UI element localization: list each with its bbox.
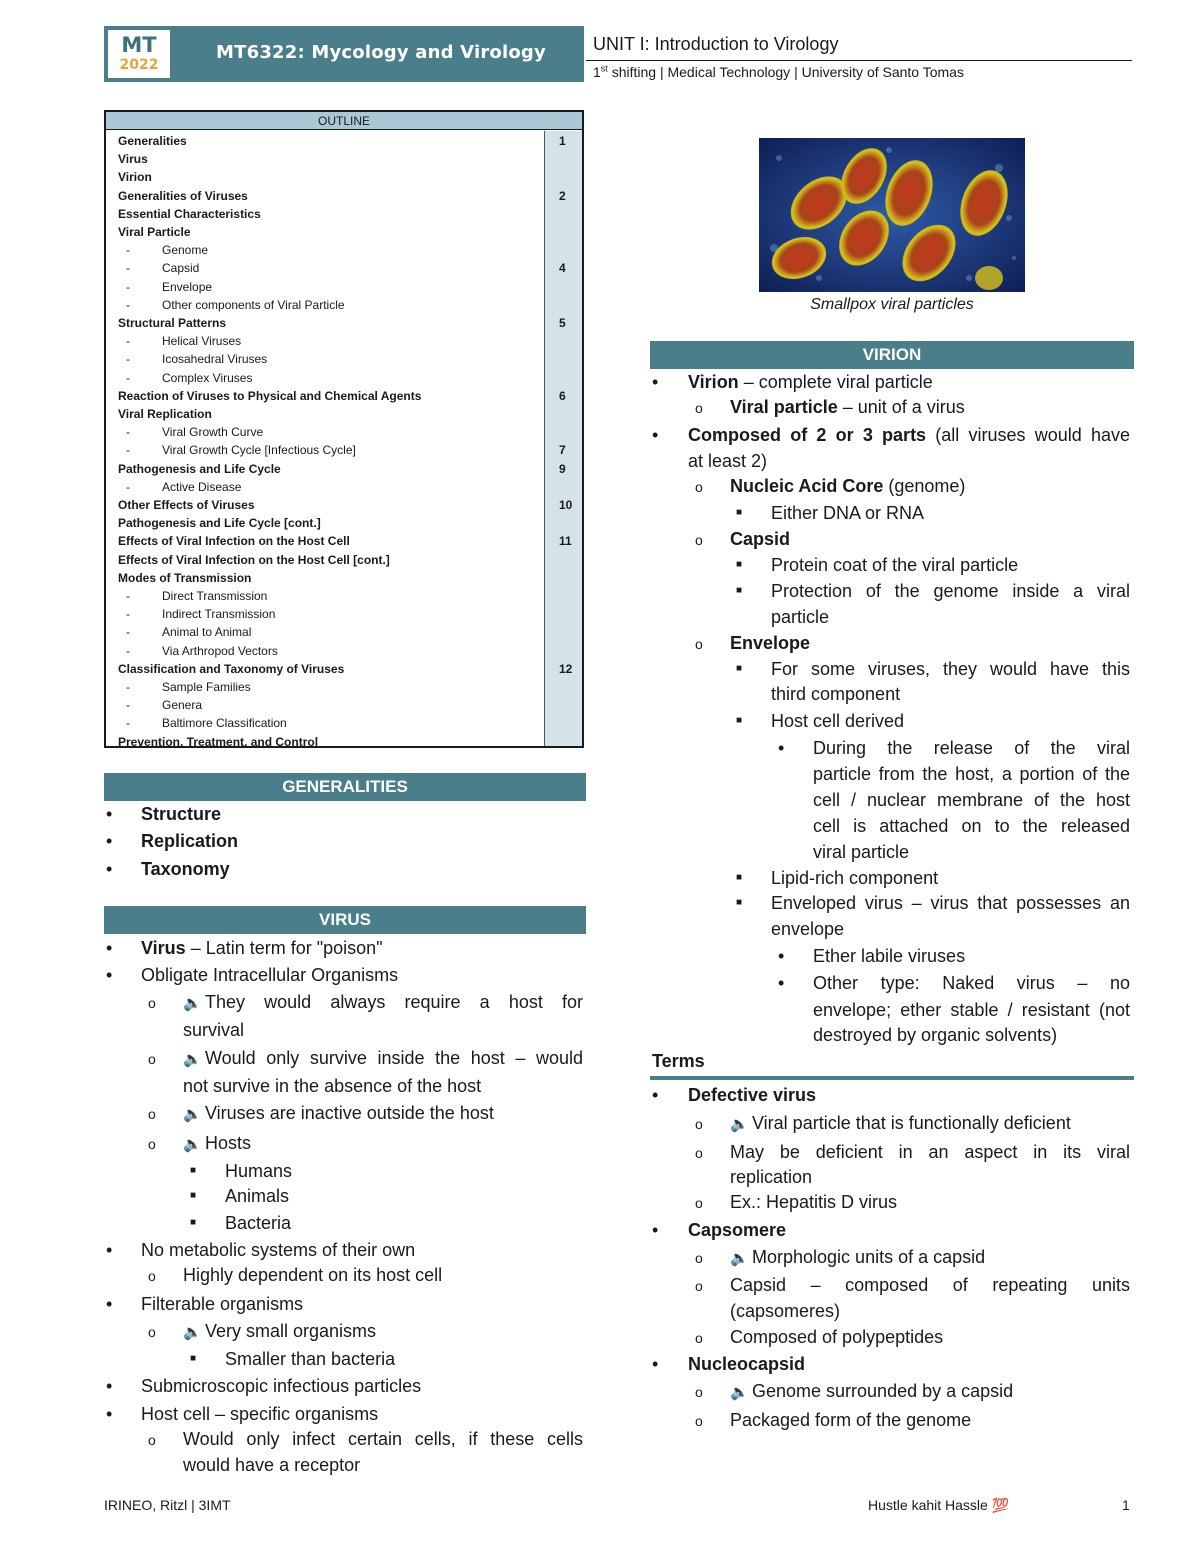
- outline-page-number: 12: [559, 661, 573, 676]
- outline-dash: -: [126, 425, 130, 440]
- filterable-subsub: Smaller than bacteria: [225, 1349, 396, 1369]
- envelope-sub-1-cont: third component: [771, 684, 901, 704]
- outline-dash: -: [126, 607, 130, 622]
- outline-row-text: Modes of Transmission: [118, 570, 252, 585]
- bullet: •: [652, 425, 659, 445]
- envelope-release-line: particle from the host, a portion of the: [813, 764, 1130, 784]
- outline-row-text: Direct Transmission: [162, 589, 268, 603]
- outline-dash: -: [126, 297, 130, 312]
- capsomere-sub-2: Capsid – composed of repeating units: [730, 1275, 1130, 1295]
- square-marker: ■: [736, 663, 743, 674]
- subtitle-line: [593, 63, 964, 81]
- outline-row-text: Baltimore Classification: [162, 716, 287, 731]
- audio-note-icon: 🔈: [730, 1116, 749, 1133]
- generalities-heading: GENERALITIES: [104, 773, 586, 801]
- capsid-sub-2-cont: particle: [771, 607, 830, 627]
- outline-row-text: Genera: [162, 698, 203, 713]
- composed-item: Composed of 2 or 3 parts (all viruses would have: [688, 425, 1130, 445]
- viral-particle-definition: Viral particle – unit of a virus: [730, 397, 965, 417]
- bullet: •: [106, 831, 113, 851]
- host-specific-sub-cont: would have a receptor: [183, 1455, 361, 1475]
- bullet: •: [106, 1240, 113, 1260]
- envelope-sub-1: For some viruses, they would have this: [771, 659, 1130, 679]
- outline-dash: -: [126, 716, 130, 731]
- outline-row-text: Helical Viruses: [162, 334, 242, 349]
- outline-dash: -: [126, 370, 130, 385]
- square-marker: ■: [736, 897, 743, 908]
- envelope-release-line: viral particle: [813, 842, 910, 862]
- submicroscopic-item: Submicroscopic infectious particles: [141, 1376, 422, 1396]
- outline-dash: -: [126, 334, 130, 349]
- outline-dash: -: [126, 243, 130, 258]
- outline-row-text: Capsid: [162, 261, 200, 276]
- obligate-sub-2-cont: not survive in the absence of the host: [183, 1076, 482, 1096]
- outline-row-text: Complex Viruses: [162, 370, 253, 385]
- audio-note-icon: 🔈: [183, 1106, 202, 1123]
- hosts-item: 🔈 Hosts: [183, 1132, 251, 1156]
- outline-dash: -: [126, 698, 130, 713]
- outline-row-text: Indirect Transmission: [162, 607, 276, 622]
- circle-marker: o: [695, 1195, 703, 1211]
- outline-row-text: Other Effects of Viruses: [118, 498, 255, 512]
- outline-dash: -: [126, 479, 130, 494]
- outline-dash: -: [126, 352, 130, 367]
- outline-row-text: Viral Replication: [118, 407, 212, 421]
- header-banner: [104, 26, 584, 82]
- envelope-release-line: cell is attached on to the released: [813, 816, 1130, 836]
- subtitle-superscript: st: [600, 63, 608, 74]
- outline-dash: -: [126, 589, 130, 603]
- circle-marker: o: [695, 400, 703, 416]
- bullet: •: [106, 859, 113, 879]
- host-specific-item: Host cell – specific organisms: [141, 1404, 379, 1424]
- circle-marker: o: [695, 1413, 703, 1429]
- audio-note-icon: 🔈: [183, 1136, 202, 1153]
- capsomere-sub-2-cont: (capsomeres): [730, 1301, 841, 1321]
- other-type-item: Other type: Naked virus – no: [813, 973, 1130, 993]
- outline-heading: OUTLINE: [106, 112, 582, 130]
- course-title: MT6322: Mycology and Virology: [216, 42, 546, 63]
- envelope-sub-3: Lipid-rich component: [771, 868, 939, 888]
- circle-marker: o: [695, 1145, 703, 1161]
- nucleocapsid-term: Nucleocapsid: [688, 1354, 806, 1374]
- generalities-item: Taxonomy: [141, 859, 230, 879]
- capsid-item: Capsid: [730, 529, 791, 549]
- defective-virus-term: Defective virus: [688, 1085, 817, 1105]
- outline-row-text: Generalities of Viruses: [118, 188, 248, 203]
- outline-row-text: Animal to Animal: [162, 625, 252, 640]
- outline-page-number: 6: [559, 388, 566, 403]
- circle-marker: o: [148, 1051, 156, 1067]
- terms-heading: Terms: [652, 1051, 705, 1071]
- outline-dash: -: [126, 680, 130, 694]
- virus-term: Virus: [141, 938, 186, 958]
- circle-marker: o: [148, 1268, 156, 1284]
- circle-marker: o: [695, 636, 703, 652]
- composed-item-cont: at least 2): [688, 451, 768, 471]
- host-specific-sub: Would only infect certain cells, if these cells: [183, 1429, 583, 1449]
- logo-text: MT: [121, 33, 157, 57]
- audio-note-icon: 🔈: [730, 1384, 749, 1401]
- bullet: •: [778, 946, 785, 966]
- outline-dash: -: [126, 443, 130, 458]
- circle-marker: o: [695, 1116, 703, 1132]
- outline-row-text: Classification and Taxonomy of Viruses: [118, 661, 345, 676]
- nucleic-acid-sub: Either DNA or RNA: [771, 503, 925, 523]
- square-marker: ■: [736, 872, 743, 883]
- virion-definition: Virion – complete viral particle: [688, 372, 933, 392]
- defective-sub-3: Ex.: Hepatitis D virus: [730, 1192, 898, 1212]
- outline-dash: -: [126, 261, 130, 276]
- bullet: •: [106, 1294, 113, 1314]
- square-marker: ■: [736, 715, 743, 726]
- mt-logo: [108, 30, 170, 78]
- host-list-item: Humans: [225, 1161, 293, 1181]
- outline-row-text: Sample Families: [162, 680, 251, 694]
- outline-page-number: 11: [559, 534, 572, 549]
- outline-row-text: Prevention, Treatment, and Control: [118, 734, 319, 749]
- virion-heading: VIRION: [650, 341, 1134, 369]
- nucleocapsid-sub-2: Packaged form of the genome: [730, 1410, 972, 1430]
- subtitle-number: 1: [593, 64, 601, 80]
- outline-row-text: Essential Characteristics: [118, 206, 261, 221]
- capsid-sub-1: Protein coat of the viral particle: [771, 555, 1019, 575]
- envelope-release-line: During the release of the viral: [813, 738, 1130, 758]
- filterable-sub: 🔈 Very small organisms: [183, 1320, 376, 1344]
- outline-row-text: Structural Patterns: [118, 316, 227, 330]
- outline-row-text: Generalities: [118, 134, 187, 148]
- outline-page-number: 9: [559, 461, 566, 476]
- circle-marker: o: [148, 1324, 156, 1340]
- circle-marker: o: [695, 1250, 703, 1266]
- footer-page-number: 1: [1122, 1497, 1130, 1513]
- circle-marker: o: [148, 995, 156, 1011]
- outline-row-text: Virus: [118, 152, 148, 167]
- generalities-item: Structure: [141, 804, 222, 824]
- defective-sub-2-cont: replication: [730, 1167, 813, 1187]
- outline-dash: -: [126, 625, 130, 640]
- bullet: •: [106, 804, 113, 824]
- square-marker: ■: [190, 1190, 197, 1201]
- smallpox-micrograph: [759, 138, 1025, 292]
- bullet: •: [652, 372, 659, 392]
- outline-row-text: Pathogenesis and Life Cycle: [118, 461, 281, 476]
- outline-row-text: Active Disease: [162, 479, 242, 494]
- circle-marker: o: [148, 1432, 156, 1448]
- envelope-item: Envelope: [730, 633, 811, 653]
- outline-row-text: Icosahedral Viruses: [162, 352, 268, 367]
- bullet: •: [106, 965, 113, 985]
- circle-marker: o: [695, 479, 703, 495]
- logo-year: 2022: [119, 57, 159, 73]
- metabolic-item: No metabolic systems of their own: [141, 1240, 416, 1260]
- audio-note-icon: 🔈: [183, 1051, 202, 1068]
- circle-marker: o: [148, 1136, 156, 1152]
- audio-note-icon: 🔈: [183, 1324, 202, 1341]
- metabolic-sub: Highly dependent on its host cell: [183, 1265, 443, 1285]
- envelope-sub-2: Host cell derived: [771, 711, 905, 731]
- square-marker: ■: [190, 1165, 197, 1176]
- terms-rule: [650, 1076, 1134, 1080]
- subtitle-text: shifting | Medical Technology | University of Santo Tomas: [607, 64, 964, 80]
- nucleic-acid-item: Nucleic Acid Core (genome): [730, 476, 966, 496]
- capsomere-term: Capsomere: [688, 1220, 787, 1240]
- audio-note-icon: 🔈: [183, 995, 202, 1012]
- audio-note-icon: 🔈: [730, 1250, 749, 1267]
- outline-row-text: Virion: [118, 170, 152, 185]
- square-marker: ■: [736, 507, 743, 518]
- envelope-release-line: cell / nuclear membrane of the host: [813, 790, 1130, 810]
- filterable-item: Filterable organisms: [141, 1294, 304, 1314]
- other-type-item-cont: destroyed by organic solvents): [813, 1025, 1058, 1045]
- outline-page-number: 5: [559, 316, 566, 330]
- outline-row-text: Via Arthropod Vectors: [162, 643, 278, 658]
- host-list-item: Bacteria: [225, 1213, 292, 1233]
- square-marker: ■: [736, 585, 743, 596]
- envelope-sub-4-cont: envelope: [771, 919, 845, 939]
- square-marker: ■: [190, 1217, 197, 1228]
- bullet: •: [652, 1354, 659, 1374]
- virus-heading: VIRUS: [104, 906, 586, 934]
- unit-title: UNIT I: Introduction to Virology: [593, 34, 839, 54]
- virus-def-text: – Latin term for "poison": [185, 938, 383, 958]
- bullet: •: [778, 973, 785, 993]
- outline-row-text: Effects of Viral Infection on the Host Cell [cont.]: [118, 552, 390, 567]
- envelope-sub-4: Enveloped virus – virus that possesses an: [771, 893, 1130, 913]
- obligate-sub-1-cont: survival: [183, 1020, 245, 1040]
- bullet: •: [652, 1220, 659, 1240]
- outline-row-text: Other components of Viral Particle: [162, 297, 345, 312]
- outline-row-text: Reaction of Viruses to Physical and Chemical Agents: [118, 388, 422, 403]
- outline-row-text: Viral Growth Curve: [162, 425, 264, 440]
- bullet: •: [778, 738, 785, 758]
- outline-page-number: 4: [559, 261, 566, 276]
- outline-row-text: Viral Growth Cycle [Infectious Cycle]: [162, 443, 356, 458]
- capsomere-sub-3: Composed of polypeptides: [730, 1327, 944, 1347]
- obligate-sub-1: 🔈 They would always require a host for: [183, 991, 583, 1015]
- circle-marker: o: [148, 1106, 156, 1122]
- defective-sub-2: May be deficient in an aspect in its viral: [730, 1142, 1130, 1162]
- outline-row-text: Effects of Viral Infection on the Host Cell: [118, 534, 350, 549]
- nucleocapsid-sub-1: 🔈 Genome surrounded by a capsid: [730, 1380, 1013, 1404]
- obligate-sub-3: 🔈 Viruses are inactive outside the host: [183, 1102, 494, 1126]
- circle-marker: o: [695, 1384, 703, 1400]
- figure-caption: Smallpox viral particles: [810, 296, 974, 313]
- bullet: •: [106, 1404, 113, 1424]
- defective-sub-1: 🔈 Viral particle that is functionally deficient: [730, 1112, 1071, 1136]
- outline-row-text: Viral Particle: [118, 225, 191, 239]
- bullet: •: [106, 1376, 113, 1396]
- square-marker: ■: [190, 1353, 197, 1364]
- outline-table: [104, 110, 584, 748]
- virus-definition: [141, 937, 383, 959]
- outline-page-number: 2: [559, 188, 566, 203]
- footer-author: IRINEO, Ritzl | 3IMT: [104, 1497, 231, 1513]
- outline-dash: -: [126, 643, 130, 658]
- obligate-item: Obligate Intracellular Organisms: [141, 965, 399, 985]
- capsomere-sub-1: 🔈 Morphologic units of a capsid: [730, 1246, 985, 1270]
- outline-page-number: 10: [559, 498, 573, 512]
- outline-row-text: Genome: [162, 243, 209, 258]
- bullet: •: [106, 938, 113, 958]
- other-type-item-cont: envelope; ether stable / resistant (not: [813, 1000, 1130, 1020]
- bullet: •: [652, 1085, 659, 1105]
- header-rule: [586, 60, 1132, 61]
- outline-row-text: Pathogenesis and Life Cycle [cont.]: [118, 516, 321, 531]
- circle-marker: o: [695, 1330, 703, 1346]
- capsid-sub-2: Protection of the genome inside a viral: [771, 581, 1130, 601]
- circle-marker: o: [695, 532, 703, 548]
- obligate-sub-2: 🔈 Would only survive inside the host – would: [183, 1047, 583, 1071]
- square-marker: ■: [736, 559, 743, 570]
- ether-labile-item: Ether labile viruses: [813, 946, 966, 966]
- outline-dash: -: [126, 279, 130, 294]
- footer-motto: Hustle kahit Hassle 💯: [868, 1497, 1010, 1513]
- host-list-item: Animals: [225, 1186, 290, 1206]
- outline-row-text: Envelope: [162, 279, 213, 294]
- outline-page-number: 7: [559, 443, 566, 458]
- circle-marker: o: [695, 1278, 703, 1294]
- outline-page-number: 1: [559, 134, 566, 148]
- generalities-item: Replication: [141, 831, 239, 851]
- outline-page-column: [544, 131, 582, 746]
